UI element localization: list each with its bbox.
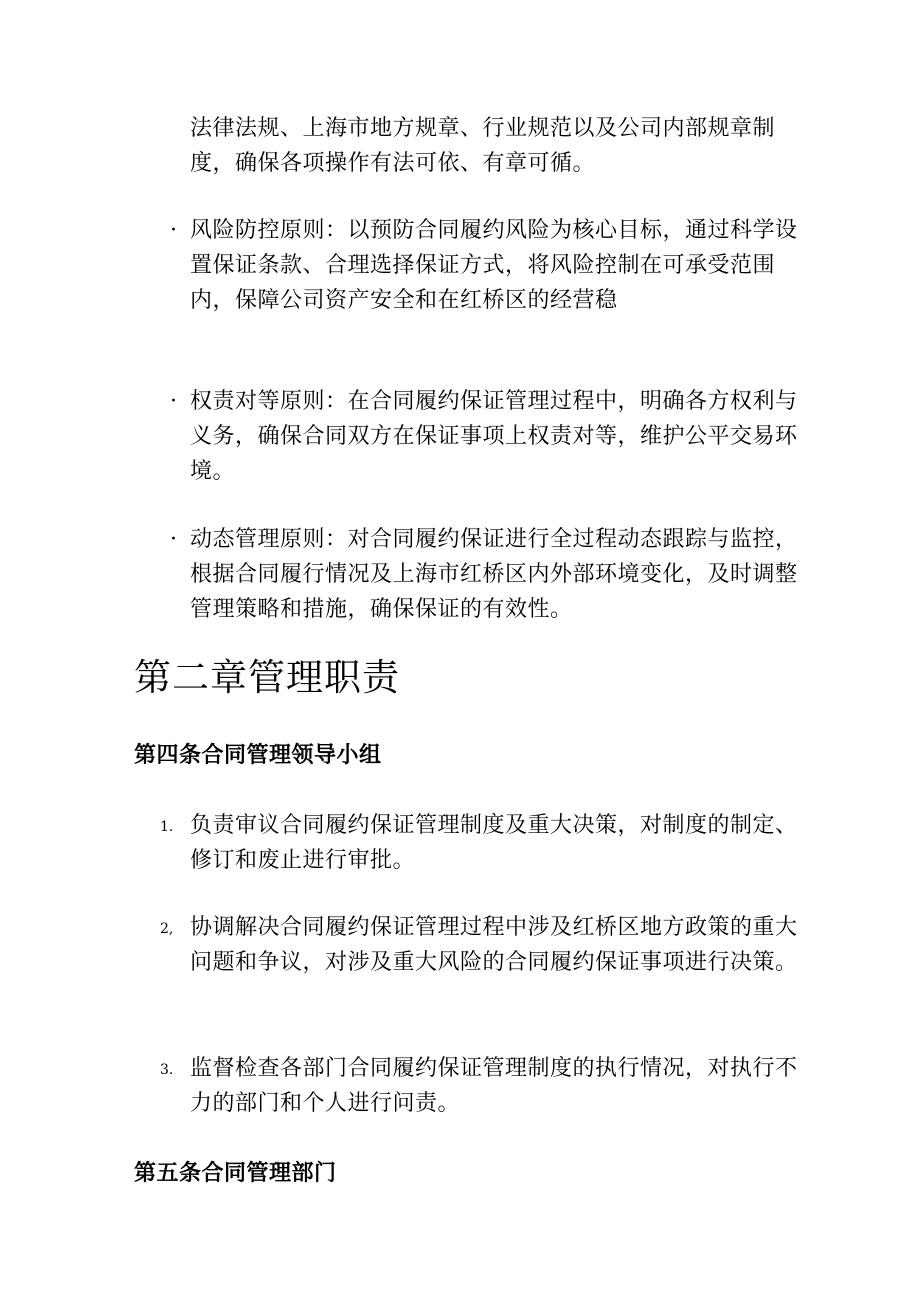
article-5-heading: 第五条合同管理部门 <box>134 1160 337 1186</box>
bullet-dynamic-management <box>170 522 800 627</box>
list-item <box>160 910 800 980</box>
bullet-text: 动态管理原则：对合同履约保证进行全过程动态跟踪与监控，根据合同履行情况及上海市红桥区内外部环境变化，及时调整管理策略和措施，确保保证的有效性。 <box>190 527 798 622</box>
bullet-marker: · <box>170 527 178 552</box>
item-number: 1. <box>160 819 174 835</box>
list-item <box>160 1051 800 1121</box>
list-item <box>160 808 800 878</box>
item-number: 3. <box>160 1062 174 1078</box>
bullet-rights-duties <box>170 384 800 489</box>
item-text: 监督检查各部门合同履约保证管理制度的执行情况，对执行不力的部门和个人进行问责。 <box>190 1056 798 1116</box>
item-text: 协调解决合同履约保证管理过程中涉及红桥区地方政策的重大问题和争议，对涉及重大风险的合同履约保证事项进行决策。 <box>190 915 798 975</box>
bullet-text: 权责对等原则：在合同履约保证管理过程中，明确各方权利与义务，确保合同双方在保证事项上权责对等，维护公平交易环境。 <box>190 389 798 484</box>
chapter-heading: 第二章管理职责 <box>134 656 400 699</box>
bullet-text: 风险防控原则：以预防合同履约风险为核心目标，通过科学设置保证条款、合理选择保证方式，将风险控制在可承受范围内，保障公司资产安全和在红桥区的经营稳 <box>190 218 798 313</box>
article-4-heading: 第四条合同管理领导小组 <box>134 742 382 768</box>
continuation-paragraph: 法律法规、上海市地方规章、行业规范以及公司内部规章制度，确保各项操作有法可依、有章可循。 <box>190 116 776 176</box>
item-number: 2, <box>160 921 174 937</box>
bullet-marker: · <box>170 389 178 414</box>
bullet-marker: · <box>170 218 178 243</box>
bullet-risk-control <box>170 213 800 318</box>
item-text: 负责审议合同履约保证管理制度及重大决策，对制度的制定、修订和废止进行审批。 <box>190 813 798 873</box>
